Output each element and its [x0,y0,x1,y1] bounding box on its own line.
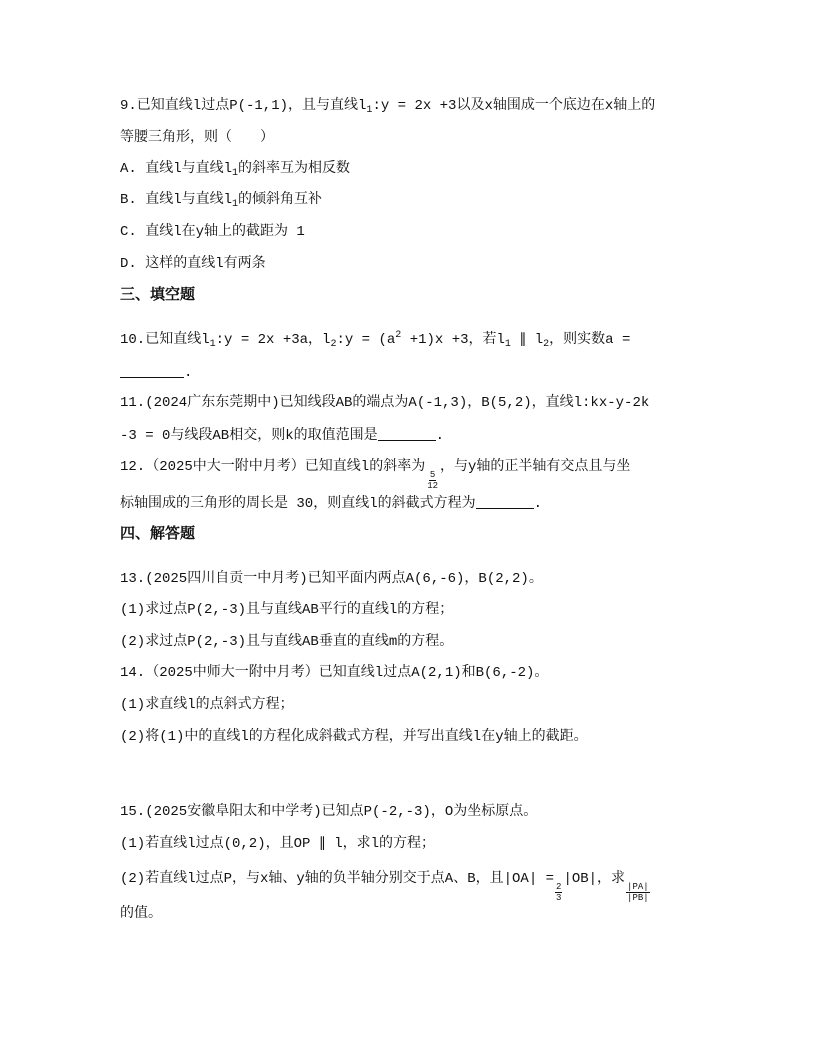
option-text: 的斜率互为相反数 [238,161,351,177]
q12-line-2 [120,492,542,514]
superscript: 2 [395,330,402,341]
q11-text: -3 = 0与线段AB相交，则k的取值范围是 [120,428,378,444]
q11-text: . [435,428,445,444]
subscript: 1 [504,339,511,350]
fraction-denominator: |PB| [627,893,649,903]
q15-line-3 [120,869,651,903]
q12-line-1 [120,457,630,491]
section-heading-3: 三、填空题 [120,285,196,303]
q12-text: 12.（2025中大一附中月考）已知直线l的斜率为 [120,459,426,475]
subscript: 2 [330,339,337,350]
q15-text: |OB|，求 [563,871,626,887]
subscript: 2 [543,339,550,350]
q9-line-1 [120,96,655,116]
fraction [426,470,439,491]
q12-text: . [533,496,543,512]
fraction [626,882,650,903]
fraction-numerator: 5 [429,470,436,480]
subscript: 1 [232,199,239,210]
q13-line-1: 13.(2025四川自贡一中月考)已知平面内两点A(6,-6)，B(2,2)。 [120,571,543,587]
option-text: A. 直线l与直线l [120,161,233,177]
q9-option-d: D. 这样的直线l有两条 [120,256,266,272]
q11-line-1: 11.(2024广东东莞期中)已知线段AB的端点为A(-1,3)，B(5,2)，直线l:kx-y-2k [120,395,650,411]
q9-line-2: 等腰三角形，则（ ） [120,130,274,146]
subscript: 1 [366,105,373,116]
q13-line-3: (2)求过点P(2,-3)且与直线AB垂直的直线m的方程。 [120,634,454,650]
fraction [555,882,562,903]
q14-line-2: (1)求直线l的点斜式方程； [120,697,294,713]
fraction-denominator: 12 [427,481,439,491]
q12-text: ，与y轴的正半轴有交点且与坐 [440,459,631,475]
q9-option-c: C. 直线l在y轴上的截距为 1 [120,224,305,240]
answer-blank [476,492,534,509]
q10-text: ，则实数a = [549,332,631,348]
q10-line-2 [120,361,192,383]
q9-option-b [120,190,322,210]
q9-text: 9.已知直线l过点P(-1,1)，且与直线l [120,98,367,114]
q9-option-a [120,159,350,179]
fraction-numerator: |PA| [627,882,649,892]
q15-line-2: (1)若直线l过点(0,2)，且OP ∥ l，求l的方程； [120,836,436,852]
subscript: 1 [232,168,239,179]
q14-line-3: (2)将(1)中的直线l的方程化成斜截式方程，并写出直线l在y轴上的截距。 [120,729,588,745]
q10-text: . [184,365,193,381]
q10-line-1 [120,330,630,350]
q14-line-1: 14.（2025中师大一附中月考）已知直线l过点A(2,1)和B(6,-2)。 [120,665,549,681]
answer-blank [378,424,436,441]
q10-text: +1)x +3，若l [401,332,505,348]
q12-text: 标轴围成的三角形的周长是 30，则直线l的斜截式方程为 [120,496,476,512]
q15-line-4: 的值。 [120,906,162,922]
fraction-denominator: 3 [556,893,562,903]
answer-blank [120,361,184,378]
q10-text: 10.已知直线l [120,332,210,348]
subscript: 1 [209,339,216,350]
option-text: B. 直线l与直线l [120,192,233,208]
fraction-numerator: 2 [556,882,562,892]
section-heading-4: 四、解答题 [120,524,196,542]
q11-line-2 [120,424,444,446]
q9-text: :y = 2x +3以及x轴围成一个底边在x轴上的 [372,98,656,114]
q10-text: :y = (a [336,332,396,348]
q10-text: ∥ l [510,332,544,348]
q15-line-1: 15.(2025安徽阜阳太和中学考)已知点P(-2,-3)，O为坐标原点。 [120,804,538,820]
option-text: 的倾斜角互补 [238,192,323,208]
q10-text: :y = 2x +3a，l [215,332,331,348]
q15-text: (2)若直线l过点P，与x轴、y轴的负半轴分别交于点A、B，且|OA| = [120,871,555,887]
q13-line-2: (1)求过点P(2,-3)且与直线AB平行的直线l的方程； [120,602,454,618]
